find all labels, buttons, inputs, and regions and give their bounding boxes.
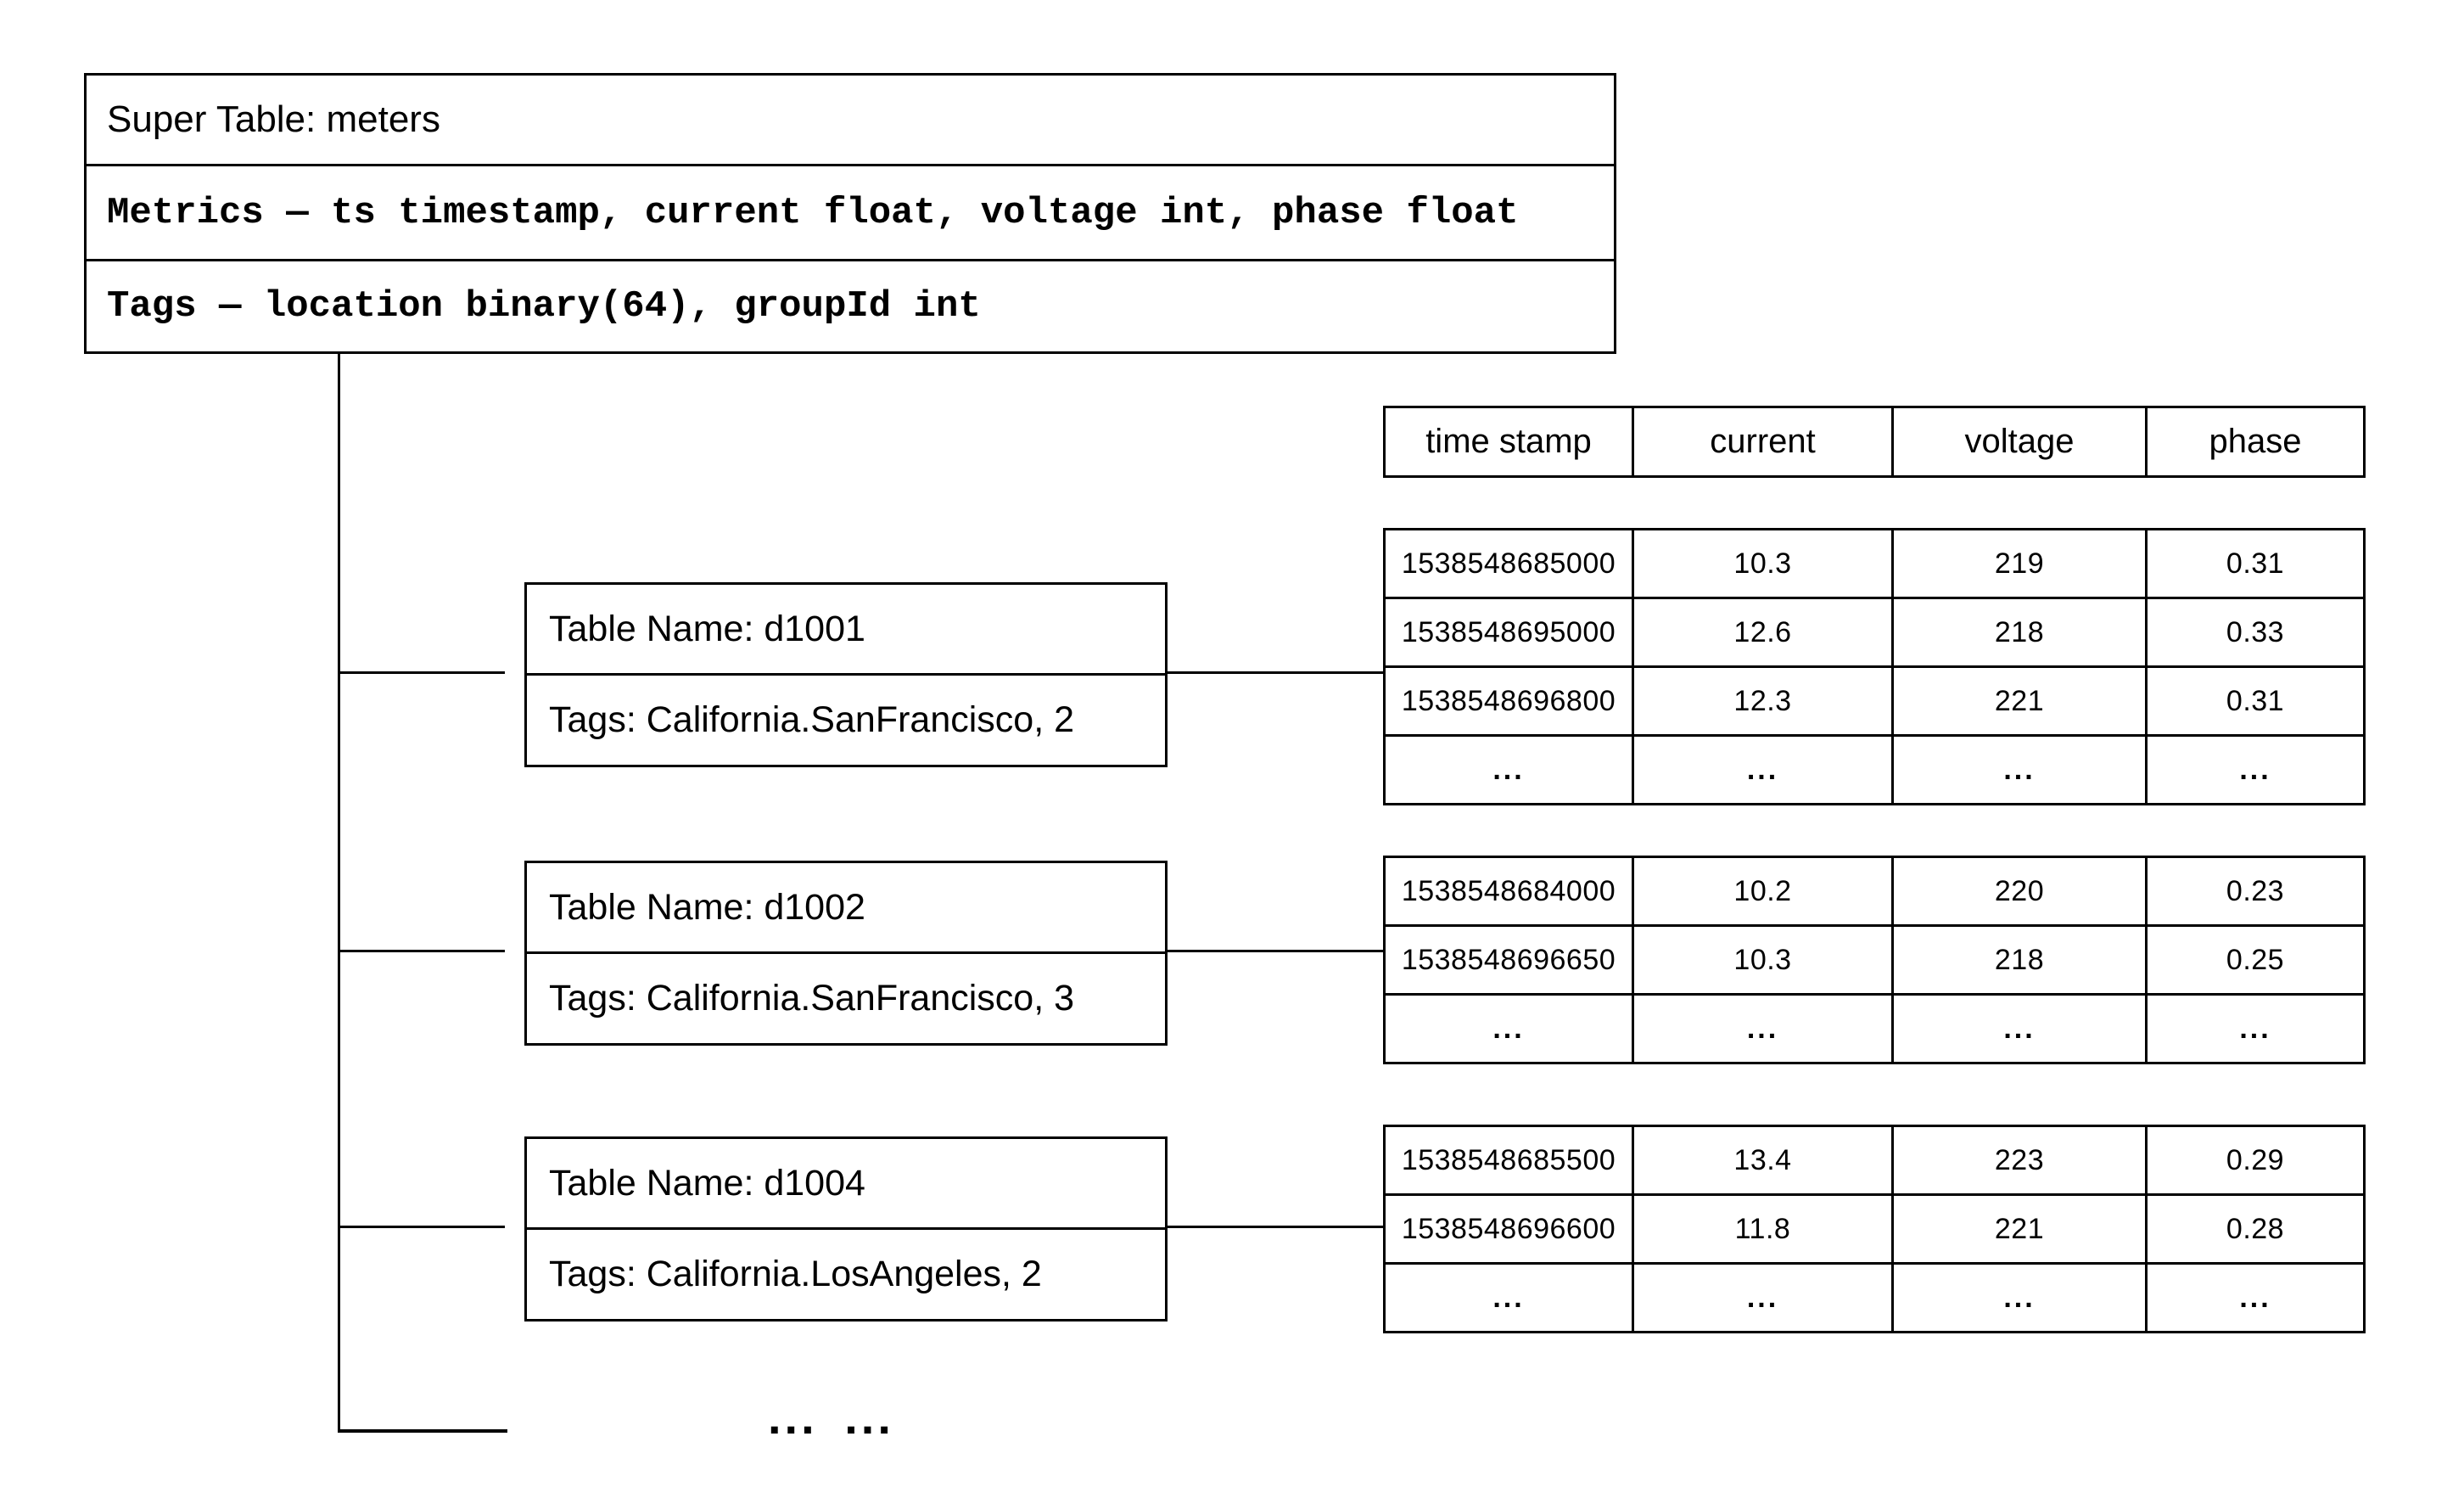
data-cell: ... [2145, 996, 2363, 1062]
header-cell-voltage: voltage [1891, 408, 2145, 475]
data-cell: 0.31 [2145, 668, 2363, 734]
data-cell: 218 [1891, 927, 2145, 993]
data-table-d1001 [1383, 528, 2366, 805]
data-cell: 0.23 [2145, 858, 2363, 924]
data-cell: 12.3 [1632, 668, 1891, 734]
data-cell: ... [1632, 1265, 1891, 1331]
table-row [1386, 993, 2363, 1062]
data-cell: 10.3 [1632, 530, 1891, 597]
device-box-d1002 [524, 861, 1168, 1046]
data-cell: ... [1632, 996, 1891, 1062]
table-row [1386, 858, 2363, 924]
table-row [1386, 1127, 2363, 1193]
data-cell: ... [2145, 1265, 2363, 1331]
data-cell: 12.6 [1632, 599, 1891, 665]
data-cell: ... [1891, 1265, 2145, 1331]
data-cell: 221 [1891, 668, 2145, 734]
data-cell: 1538548685500 [1401, 1143, 1616, 1176]
device-box-d1004 [524, 1136, 1168, 1321]
data-cell: 13.4 [1632, 1127, 1891, 1193]
super-table-metrics: Metrics — ts timestamp, current float, voltage int, phase float [87, 164, 1614, 259]
table-row [1386, 1262, 2363, 1331]
data-cell: 0.31 [2145, 530, 2363, 597]
measurement-header-table [1383, 406, 2366, 478]
device-tags: Tags: California.SanFrancisco, 3 [527, 951, 1165, 1043]
data-cell: 0.33 [2145, 599, 2363, 665]
data-cell: 221 [1891, 1196, 2145, 1262]
table-row [1386, 530, 2363, 597]
data-cell: 218 [1891, 599, 2145, 665]
table-row [1386, 665, 2363, 734]
data-cell: 0.29 [2145, 1127, 2363, 1193]
header-cell-time-stamp: time stamp [1425, 423, 1592, 460]
table-row [1386, 924, 2363, 993]
super-table-box [84, 73, 1616, 354]
data-cell: ... [1891, 737, 2145, 803]
data-cell: 10.2 [1632, 858, 1891, 924]
table-row [1386, 597, 2363, 665]
connector-line-d1001 [1168, 671, 1383, 674]
data-cell: ... [1632, 737, 1891, 803]
data-cell: 219 [1891, 530, 2145, 597]
trunk-line [338, 354, 340, 1433]
table-row [1386, 734, 2363, 803]
data-cell: 1538548685000 [1401, 547, 1616, 580]
data-cell: 11.8 [1632, 1196, 1891, 1262]
bottom-elbow-line [338, 1429, 507, 1433]
more-tables-ellipsis: ... ... [768, 1390, 894, 1444]
device-table-name: Table Name: d1001 [549, 608, 865, 649]
super-table-tags: Tags — location binary(64), groupId int [87, 259, 1614, 351]
data-cell: 223 [1891, 1127, 2145, 1193]
header-cell-phase: phase [2145, 408, 2363, 475]
data-cell: 1538548696650 [1401, 943, 1616, 976]
device-tags: Tags: California.LosAngeles, 2 [527, 1227, 1165, 1319]
branch-line-d1001 [338, 671, 505, 674]
data-cell: ... [2145, 737, 2363, 803]
data-cell: ... [1891, 996, 2145, 1062]
data-cell: 1538548696800 [1401, 684, 1616, 717]
branch-line-d1002 [338, 950, 505, 952]
data-cell: 0.25 [2145, 927, 2363, 993]
data-cell: 1538548684000 [1401, 874, 1616, 907]
data-cell: ... [1492, 753, 1525, 786]
device-table-name: Table Name: d1004 [549, 1162, 865, 1204]
data-cell: ... [1492, 1012, 1525, 1045]
data-cell: 0.28 [2145, 1196, 2363, 1262]
data-cell: 1538548696600 [1401, 1212, 1616, 1245]
data-cell: 10.3 [1632, 927, 1891, 993]
header-row [1386, 408, 2363, 475]
data-table-d1004 [1383, 1125, 2366, 1333]
device-table-name: Table Name: d1002 [549, 886, 865, 928]
connector-line-d1002 [1168, 950, 1383, 952]
data-table-d1002 [1383, 856, 2366, 1064]
data-cell: 1538548695000 [1401, 615, 1616, 648]
data-cell: 220 [1891, 858, 2145, 924]
device-tags: Tags: California.SanFrancisco, 2 [527, 673, 1165, 765]
connector-line-d1004 [1168, 1226, 1383, 1228]
super-table-title: Super Table: meters [107, 98, 440, 140]
header-cell-current: current [1632, 408, 1891, 475]
branch-line-d1004 [338, 1226, 505, 1228]
device-box-d1001 [524, 582, 1168, 767]
data-cell: ... [1492, 1281, 1525, 1314]
table-row [1386, 1193, 2363, 1262]
